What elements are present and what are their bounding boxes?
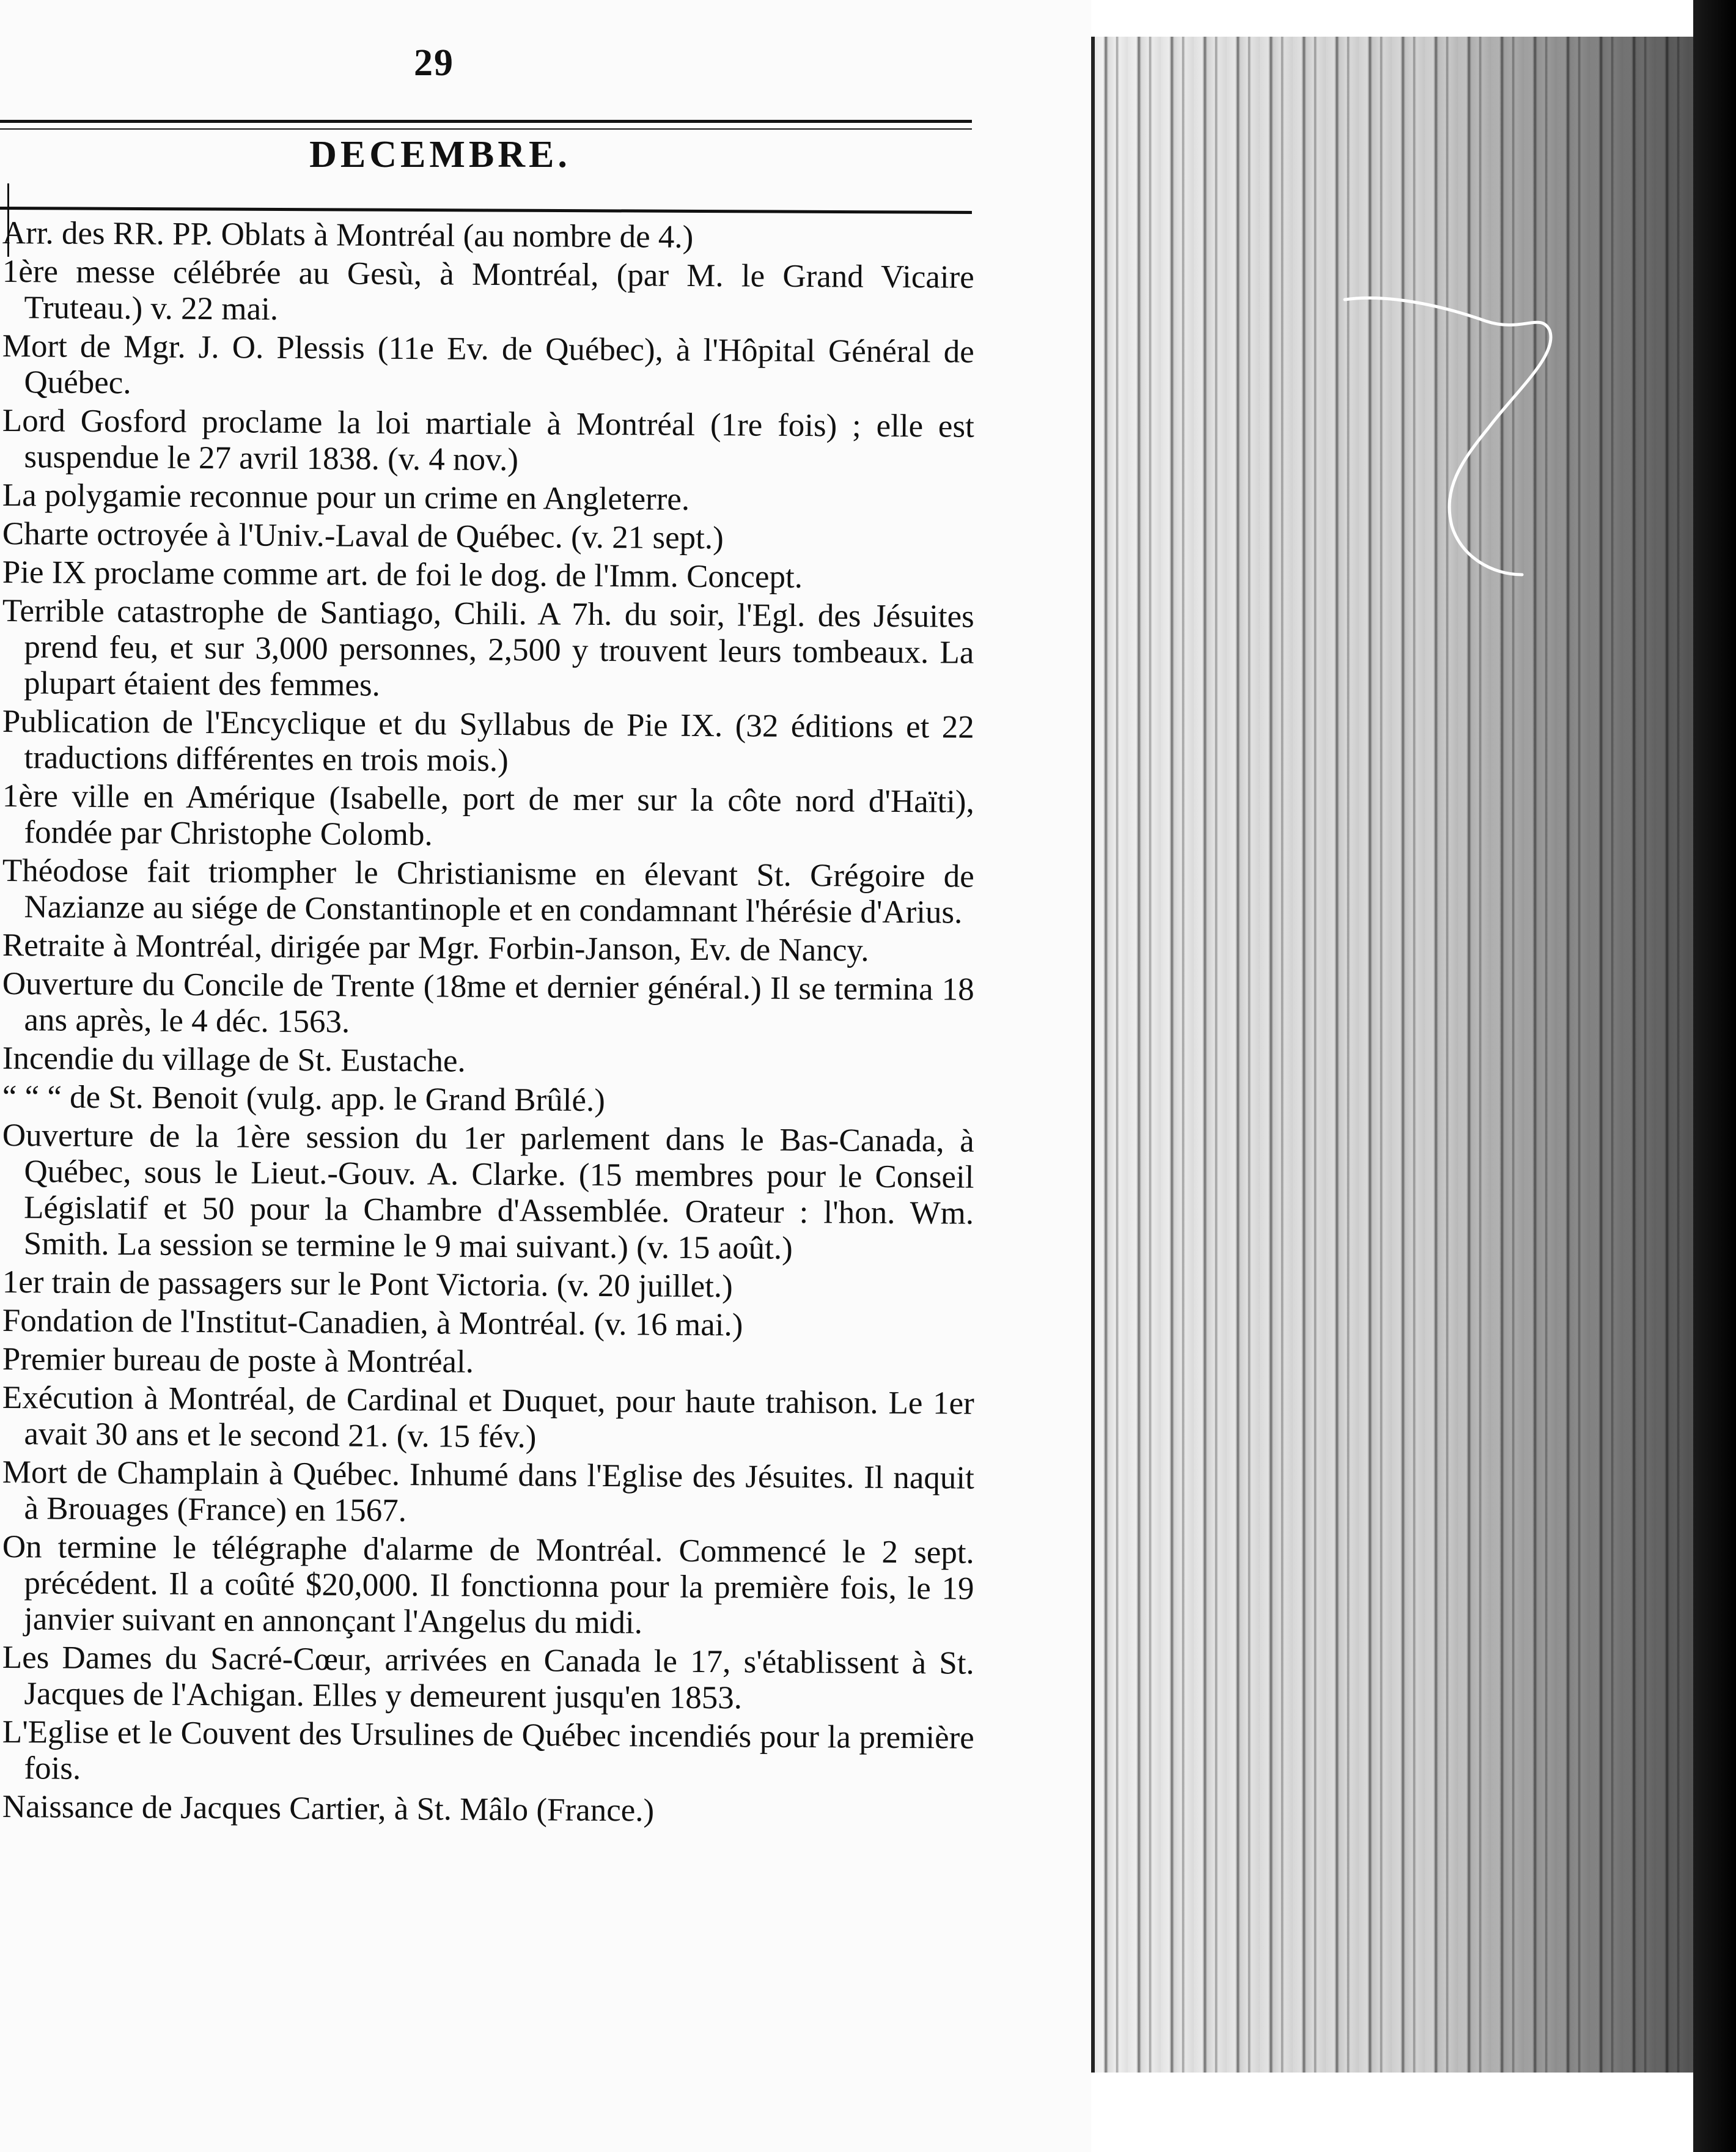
list-item: Retraite à Montréal, dirigée par Mgr. Forbin-Janson, Ev. de Nancy. <box>2 927 869 968</box>
list-item: 1er train de passagers sur le Pont Victoria. (v. 20 juillet.) <box>2 1264 733 1305</box>
list-item: Premier bureau de poste à Montréal. <box>2 1341 474 1380</box>
list-item: Théodose fait triompher le Christianisme en élevant St. Grégoire de Nazianze au siége de Constantinople et en condamnant l'hérésie d'Arius. <box>2 853 974 930</box>
list-item: Terrible catastrophe de Santiago, Chili. A 7h. du soir, l'Egl. des Jésuites prend feu, et sur 3,000 personnes, 2,500 y trouvent leurs tombeaux. La plupart étaient des femmes. <box>2 593 974 703</box>
list-item: Arr. des RR. PP. Oblats à Montréal (au nombre de 4.) <box>2 215 694 255</box>
list-item: Fondation de l'Institut-Canadien, à Montréal. (v. 16 mai.) <box>2 1303 743 1343</box>
list-item: Ouverture du Concile de Trente (18me et dernier général.) Il se termina 18 ans après, le 4 déc. 1563. <box>2 966 974 1040</box>
page-number: 29 <box>414 42 454 84</box>
list-item: Mort de Champlain à Québec. Inhumé dans l'Eglise des Jésuites. Il naquit à Brouages (France) en 1567. <box>2 1454 974 1529</box>
list-item: Pie IX proclame comme art. de foi le dog. de l'Imm. Concept. <box>2 555 803 595</box>
list-item: On termine le télégraphe d'alarme de Montréal. Commencé le 2 sept. précédent. Il a coûté $20,000. Il fonctionna pour la première fois, le 19 janvier suivant en annonçant l'Angelus du midi. <box>2 1529 974 1641</box>
list-item: Publication de l'Encyclique et du Syllabus de Pie IX. (32 éditions et 22 traductions différentes en trois mois.) <box>2 704 974 779</box>
list-item: Lord Gosford proclame la loi martiale à Montréal (1re fois) ; elle est suspendue le 27 avril 1838. (v. 4 nov.) <box>2 403 974 478</box>
book-cover-edge <box>1693 0 1736 2152</box>
list-item: “ “ “ de St. Benoit (vulg. app. le Grand Brûlé.) <box>2 1079 606 1119</box>
list-item: Mort de Mgr. J. O. Plessis (11e Ev. de Québec), à l'Hôpital Général de Québec. <box>2 328 974 401</box>
list-item: 1ère ville en Amérique (Isabelle, port de mer sur la côte nord d'Haïti), fondée par Christophe Colomb. <box>2 778 974 853</box>
list-item: L'Eglise et le Couvent des Ursulines de Québec incendiés pour la première fois. <box>2 1714 974 1786</box>
header-rule-bottom <box>0 207 972 214</box>
list-item: Incendie du village de St. Eustache. <box>2 1041 466 1079</box>
list-item: Charte octroyée à l'Univ.-Laval de Québec. (v. 21 sept.) <box>2 516 724 556</box>
list-item: 1ère messe célébrée au Gesù, à Montréal, (par M. le Grand Vicaire Truteau.) v. 22 mai. <box>2 254 974 327</box>
event-list <box>2 215 974 1827</box>
list-item: Exécution à Montréal, de Cardinal et Duquet, pour haute trahison. Le 1er avait 30 ans et le second 21. (v. 15 fév.) <box>2 1380 974 1455</box>
header-rule-top <box>0 120 972 123</box>
list-item: Ouverture de la 1ère session du 1er parlement dans le Bas-Canada, à Québec, sous le Lieut.-Gouv. A. Clarke. (15 membres pour le Conseil Législatif et 50 pour la Chambre d'Assemblée. Orateur : l'hon. Wm. Smith. La session se termine le 9 mai suivant.) (v. 15 août.) <box>2 1118 974 1266</box>
list-item: La polygamie reconnue pour un crime en Angleterre. <box>2 477 690 517</box>
list-item: Les Dames du Sacré-Cœur, arrivées en Canada le 17, s'établissent à St. Jacques de l'Achigan. Elles y demeurent jusqu'en 1853. <box>2 1640 974 1716</box>
month-heading: DECEMBRE. <box>309 134 571 175</box>
list-item: Naissance de Jacques Cartier, à St. Mâlo (France.) <box>2 1789 655 1829</box>
loose-thread-icon <box>1339 287 1571 605</box>
header-rule-top-thin <box>0 128 972 130</box>
